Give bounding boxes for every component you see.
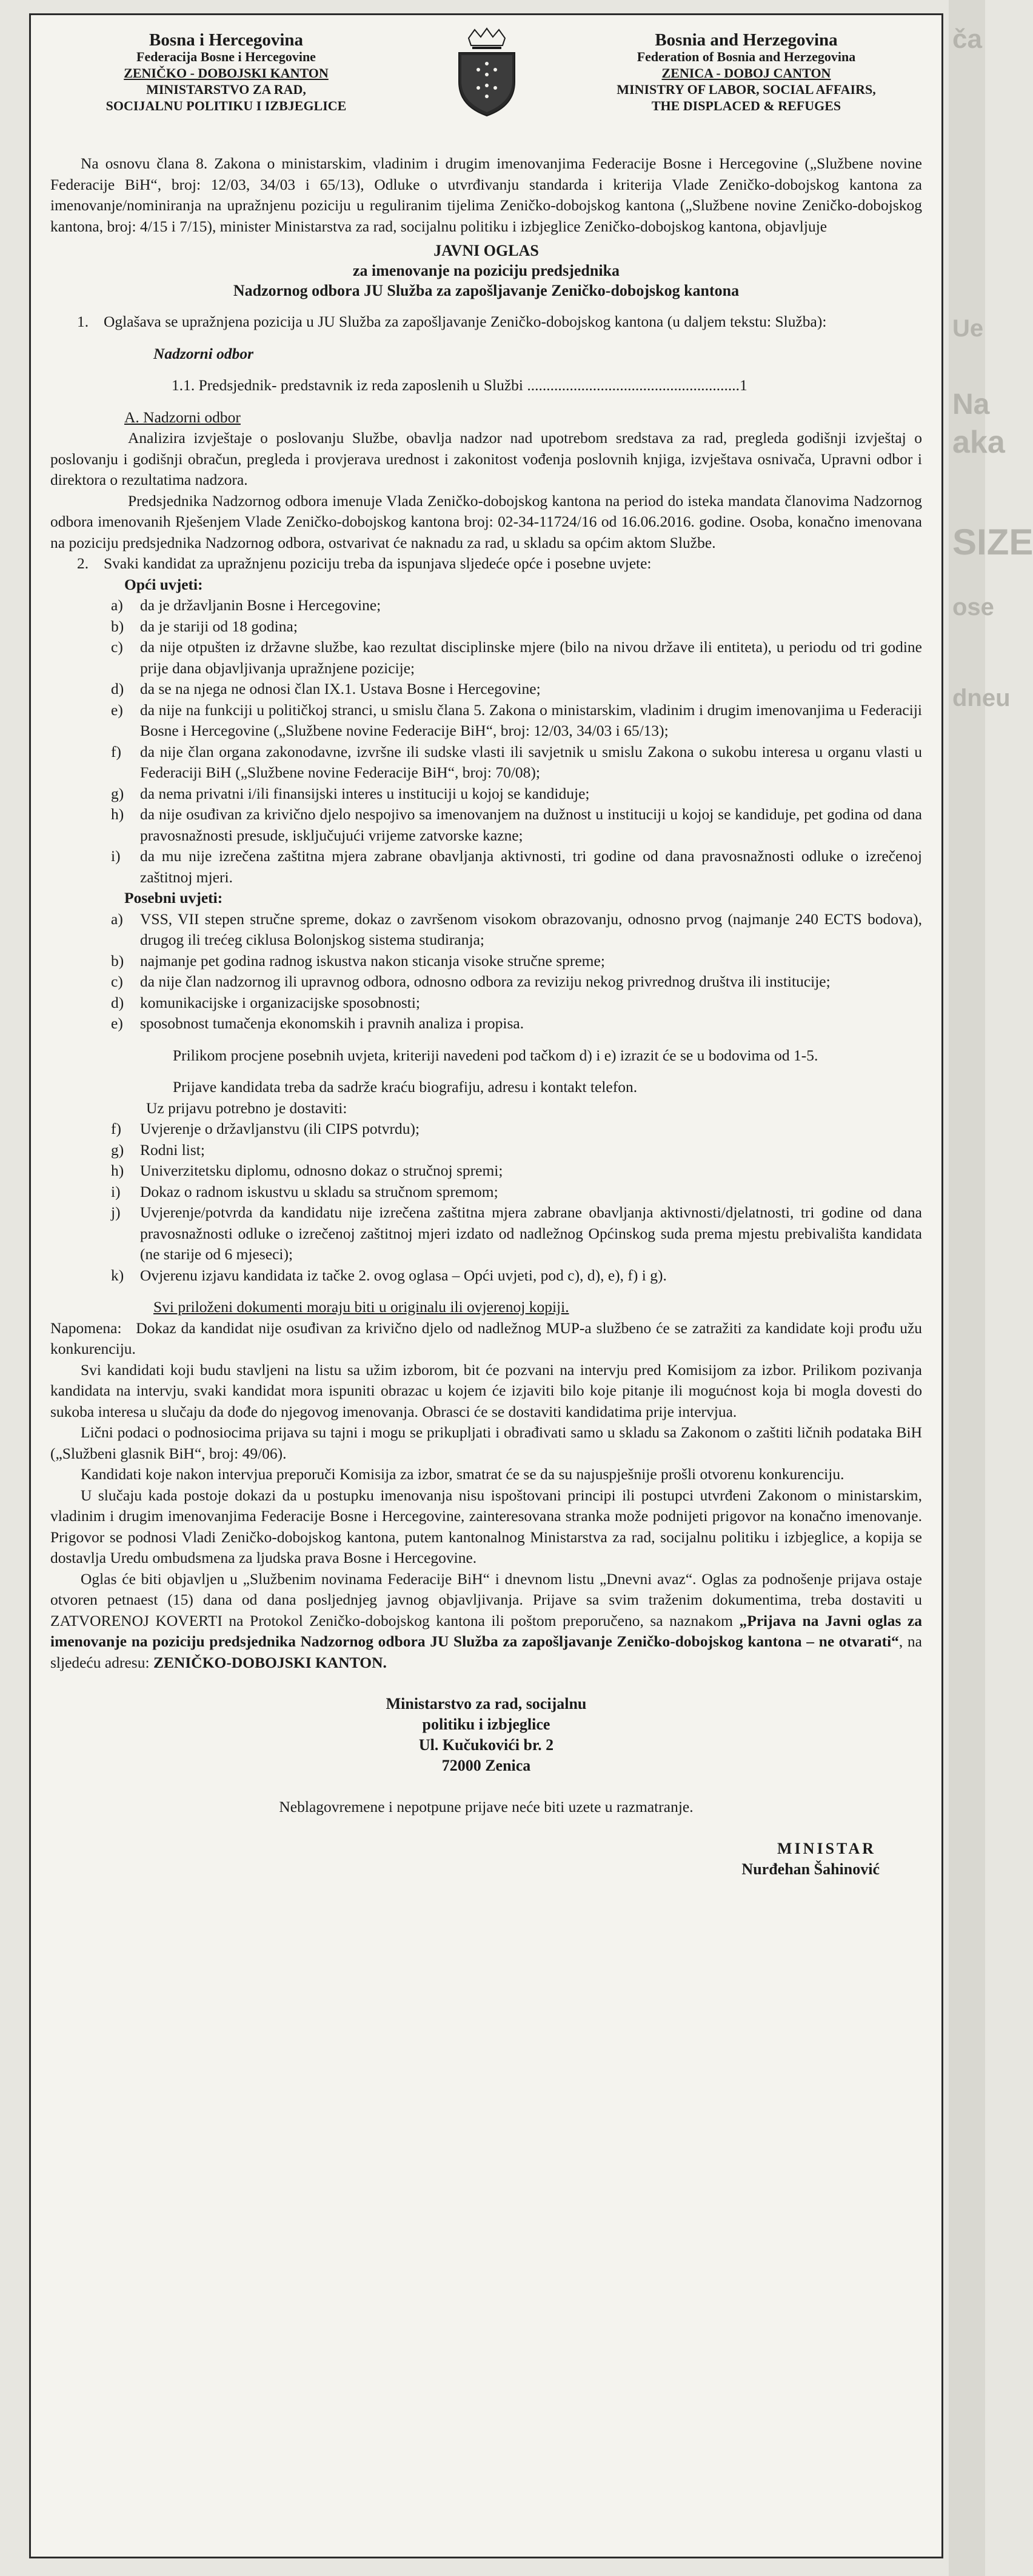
- list-item-text: Uvjerenje/potvrda da kandidatu nije izrečena zaštitna mjera zabrane obavljanja aktivnosti/djelatnosti, tri godine od dana pravosnažnosti odluke o izrečenoj zaštitnoj mjeri izdato od nadležnog Općinskog suda prema mjestu prebivališta kandidata (ne starije od 6 mjeseci);: [140, 1203, 922, 1263]
- ministry-name-en-2: THE DISPLACED & REFUGES: [651, 98, 841, 113]
- interview-paragraph: Svi kandidati koji budu stavljeni na listu sa užim izborom, bit će pozvani na intervju pred Komisijom za izbor. Prilikom pozivanja kandidata na intervju, svaki kandidat mora ispuniti obrazac u kojem će izjaviti bilo koje pitanje ili mogućnost koja bi mogla dovesti do sukoba interesa u slučaju da dođe do njegovog imenovanja. Obrasci će se dostaviti kandidatima prije intervjua.: [50, 1360, 922, 1420]
- bg-fragment: ose: [952, 594, 994, 621]
- napomena: [50, 1318, 922, 1360]
- bg-fragment: ča: [952, 24, 982, 54]
- list-item-text: da nije član organa zakonodavne, izvršne ili sudske vlasti ili savjetnik u smislu Zakona o sukobu interesa u organu vlasti u Federaciji BiH („Službene novine Federacije BiH“, broj: 70/08);: [140, 742, 922, 781]
- item-text: Svaki kandidat za upražnjenu poziciju treba da ispunjava sljedeće opće i posebne uvjete:: [104, 554, 652, 572]
- list-item: [50, 951, 922, 972]
- application-content-note: Prijave kandidata treba da sadrže kraću biografiju, adresu i kontakt telefon.: [173, 1078, 638, 1096]
- recommended-candidates-paragraph: Kandidati koje nakon intervjua preporuči Komisija za izbor, smatrat će se da su najuspješnije prošli otvorenu konkurenciju.: [81, 1465, 844, 1483]
- signature-role: MINISTAR: [777, 1839, 876, 1857]
- list-item-text: Dokaz o radnom iskustvu u skladu sa stručnom spremom;: [140, 1182, 498, 1200]
- section-heading: Nadzorni odbor: [153, 344, 254, 362]
- list-item-label: e): [111, 701, 123, 719]
- list-item-text: da nije osuđivan za krivično djelo nespojivo sa imenovanjem na dužnost u instituciji u kojoj se kandiduje, pet godina od dana pravosnažnosti presude, isključujući vrijeme zatvorske kazne;: [140, 805, 922, 844]
- signature-name: Nurđehan Šahinović: [741, 1860, 880, 1878]
- notice-subtitle: za imenovanje na poziciju predsjednika: [352, 262, 620, 279]
- letterhead-right: [577, 32, 916, 114]
- list-item-label: g): [111, 1140, 124, 1159]
- list-item: [50, 971, 922, 993]
- list-item: [50, 679, 922, 700]
- list-item-label: h): [111, 805, 124, 823]
- notice-subtitle-2: Nadzornog odbora JU Služba za zapošljavanje Zeničko-dobojskog kantona: [233, 282, 740, 299]
- canton-name-en: ZENICA - DOBOJ CANTON: [661, 65, 831, 81]
- ministry-name-2: SOCIJALNU POLITIKU I IZBJEGLICE: [105, 98, 347, 113]
- napomena-label: Napomena:: [50, 1319, 122, 1337]
- notice-title: JAVNI OGLAS: [433, 242, 539, 259]
- country-name: Bosna i Hercegovina: [149, 30, 304, 50]
- list-item-label: c): [111, 638, 123, 656]
- list-item-text: da je stariji od 18 godina;: [140, 617, 298, 635]
- item-number: 1.: [77, 313, 89, 330]
- list-item: [50, 784, 922, 805]
- list-item: [50, 637, 922, 679]
- list-item-text: da mu nije izrečena zaštitna mjera zabrane obavljanja aktivnosti, tri godine od dana pravosnažnosti odluke o izrečenoj zaštitnoj mjeri.: [140, 847, 922, 886]
- intro-paragraph: Na osnovu člana 8. Zakona o ministarskim, vladinim i drugim imenovanjima Federacije Bosne i Hercegovine („Službene novine Federacije BiH“, broj: 12/03, 34/03 i 65/13), Odluke o utvrđivanju standarda i kriterija Vlade Zeničko-dobojskog kantona za imenovanje/nominiranja na upražnjenu poziciju u reguliranim tijelima Zeničko-dobojskog kantona („Službene novine Zeničko-dobojskog kantona, broj: 4/15 i 7/15), minister Ministarstva za rad, socijalnu politiku i izbjeglice Zeničko-dobojskog kantona, objavljuje: [50, 155, 922, 235]
- list-item: [50, 846, 922, 888]
- list-item-text: da se na njega ne odnosi član IX.1. Ustava Bosne i Hercegovine;: [140, 680, 541, 697]
- list-item-text: sposobnost tumačenja ekonomskih i pravnih analiza i propisa.: [140, 1014, 524, 1032]
- bg-fragment: Na: [952, 388, 990, 421]
- list-item: [50, 909, 922, 951]
- original-documents-note: Svi priloženi dokumenti moraju biti u originalu ili ovjerenoj kopiji.: [153, 1298, 569, 1316]
- special-conditions-list: [50, 909, 922, 1034]
- list-item-label: j): [111, 1203, 121, 1221]
- list-item-label: g): [111, 784, 124, 802]
- bg-fragment: Ue: [952, 315, 984, 342]
- special-conditions-note: Prilikom procjene posebnih uvjeta, kriteriji navedeni pod tačkom d) i e) izrazit će se u bodovima od 1-5.: [173, 1046, 818, 1064]
- item-1: [50, 311, 922, 333]
- ministry-name-en: MINISTRY OF LABOR, SOCIAL AFFAIRS,: [617, 82, 876, 97]
- special-conditions-heading: Posebni uvjeti:: [124, 889, 223, 907]
- list-item-label: a): [111, 910, 123, 928]
- appeal-paragraph: U slučaju kada postoje dokazi da u postupku imenovanja nisu ispoštovani principi ili postupci utvrđeni Zakonom o ministarskim, vladinim i drugim imenovanjima Federacije Bosne i Hercegovine, zainteresovana stranka može podnijeti prigovor na konačno imenovanje. Prigovor se podnosi Vladi Zeničko-dobojskog kantona, putem kantonalnog Ministarstva za rad, socijalnu politiku i izbjeglice, a kopija se dostavlja Uredu ombudsmena za ljudska prava Bosne i Hercegovine.: [50, 1486, 922, 1566]
- list-item: [50, 993, 922, 1014]
- background-newspaper-strip: [949, 0, 1033, 2576]
- list-item-text: Univerzitetsku diplomu, odnosno dokaz o stručnoj spremi;: [140, 1162, 503, 1179]
- entity-name-en: Federation of Bosnia and Herzegovina: [637, 49, 856, 64]
- napomena-text: Dokaz da kandidat nije osuđivan za krivično djelo od nadležnog MUP-a službeno će se zatražiti za kandidate koji prođu užu konkurenciju.: [50, 1319, 923, 1357]
- publisher-block: [50, 1694, 922, 1776]
- list-item-label: d): [111, 993, 124, 1011]
- ministry-name: MINISTARSTVO ZA RAD,: [146, 82, 306, 97]
- list-item-label: d): [111, 680, 124, 697]
- list-item-text: da nije otpušten iz državne službe, kao rezultat disciplinske mjere (bilo na nivou države ili entiteta), u periodu od tri godine prije dana objavljivanja upražnjene pozicije;: [140, 638, 922, 677]
- list-item-text: Ovjerenu izjavu kandidata iz tačke 2. ovog oglasa – Opći uvjeti, pod c), d), e), f) i g).: [140, 1266, 667, 1284]
- list-item-label: i): [111, 847, 121, 865]
- list-item: [50, 742, 922, 784]
- list-item: [50, 1202, 922, 1265]
- section-a-heading: A. Nadzorni odbor: [124, 408, 241, 426]
- documents-heading: Uz prijavu potrebno je dostaviti:: [146, 1099, 347, 1117]
- list-item-text: da nije član nadzornog ili upravnog odbora, odnosno odbora za reviziju nekog privrednog društva ili institucije;: [140, 973, 831, 990]
- canton-name: ZENIČKO - DOBOJSKI KANTON: [124, 65, 329, 81]
- submission-address: ZENIČKO-DOBOJSKI KANTON.: [153, 1653, 387, 1671]
- item-number: 2.: [77, 554, 89, 572]
- list-item-label: f): [111, 742, 121, 760]
- list-item-text: komunikacijske i organizacijske sposobnosti;: [140, 993, 421, 1011]
- personal-data-paragraph: Lični podaci o podnosiocima prijava su tajni i mogu se prikupljati i obrađivati samo u skladu sa Zakonom o zaštiti ličnih podataka BiH („Službeni glasnik BiH“, broj: 49/06).: [50, 1423, 922, 1462]
- list-item: [50, 700, 922, 742]
- letterhead-left: [56, 32, 396, 114]
- publisher-line: Ministarstvo za rad, socijalnu: [386, 1695, 587, 1712]
- bg-fragment: dneu: [952, 685, 1011, 711]
- public-notice: [29, 13, 943, 2558]
- list-item: [50, 1013, 922, 1034]
- list-item-label: e): [111, 1014, 123, 1032]
- list-item-text: da je državljanin Bosne i Hercegovine;: [140, 596, 381, 614]
- list-item: [50, 1160, 922, 1182]
- envelope-label: „Prijava na Javni oglas za imenovanje na poziciju predsjednika Nadzornog odbora JU Služba za zapošljavanje Zeničko-dobojskog kantona – ne otvarati“: [50, 1611, 923, 1650]
- entity-name: Federacija Bosne i Hercegovine: [136, 49, 316, 64]
- list-item: [50, 1119, 922, 1140]
- list-item-text: Rodni list;: [140, 1140, 205, 1159]
- list-item-label: b): [111, 617, 124, 635]
- item-2: [50, 553, 922, 574]
- list-item-label: f): [111, 1120, 121, 1137]
- list-item-text: najmanje pet godina radnog iskustva nakon sticanja visoke stručne spreme;: [140, 951, 605, 970]
- list-item: [50, 595, 922, 616]
- position-line: 1.1. Predsjednik- predstavnik iz reda zaposlenih u Službi .......................................................1: [172, 376, 747, 394]
- bg-fragment: aka: [952, 425, 1005, 460]
- general-conditions-heading: Opći uvjeti:: [124, 575, 203, 593]
- publisher-line: politiku i izbjeglice: [422, 1716, 550, 1733]
- publication-text: Oglas će biti objavljen u „Službenim novinama Federacije BiH“ i dnevnom listu „Dnevni avaz“. Oglas za podnošenje prijava ostaje otvoren petnaest (15) dana od dana posljednjeg javnog objavljivanja. Prijave sa svim traženim dokumentima, treba dostaviti u ZATVORENOJ KOVERTI na Protokol Zeničko-dobojskog kantona ili poštom preporučeno, sa naznakom: [50, 1569, 922, 1629]
- list-item-label: c): [111, 973, 123, 990]
- list-item-label: b): [111, 951, 124, 970]
- list-item-label: i): [111, 1182, 121, 1200]
- list-item: [50, 1265, 922, 1286]
- signature-block: [50, 1839, 922, 1880]
- letterhead: [50, 32, 922, 153]
- country-name-en: Bosnia and Herzegovina: [655, 30, 838, 50]
- general-conditions-list: [50, 595, 922, 888]
- list-item: [50, 804, 922, 846]
- coat-of-arms-icon: [450, 27, 523, 118]
- closing-note: Neblagovremene i nepotpune prijave neće biti uzete u razmatranje.: [279, 1798, 694, 1816]
- bg-fragment: SIZE: [952, 522, 1033, 562]
- list-item-label: k): [111, 1266, 124, 1284]
- list-item-text: da nema privatni i/ili finansijski interes u instituciji u kojoj se kandiduje;: [140, 784, 590, 802]
- section-a-paragraph-2: Predsjednika Nadzornog odbora imenuje Vlada Zeničko-dobojskog kantona na period do isteka mandata članovima Nadzornog odbora imenovanih Rješenjem Vlade Zeničko-dobojskog kantona broj: 02-34-11724/16 od 16.06.2016. godine. Osoba, konačno imenovana na poziciju predsjednika Nadzornog odbora, ostvarivat će naknadu za rad, u skladu sa općim aktom Službe.: [50, 491, 922, 551]
- publisher-city: 72000 Zenica: [441, 1757, 531, 1774]
- list-item-text: VSS, VII stepen stručne spreme, dokaz o završenom visokom obrazovanju, odnosno prvog (najmanje 240 ECTS bodova), drugog ili trećeg ciklusa Bolonjskog sistema studiranja;: [140, 910, 922, 948]
- section-a-paragraph: Analizira izvještaje o poslovanju Službe, obavlja nadzor nad upotrebom sredstava za rad, pregleda godišnji izvještaj o poslovanju i godišnji obračun, pregleda i provjerava urednost i zakonitost vođenja poslovnih knjiga, izvještava osnivača, Upravni odbor i direktora o rezultatima nadzora.: [50, 429, 922, 488]
- list-item: [50, 1140, 922, 1161]
- list-item-text: da nije na funkciji u političkoj stranci, u smislu člana 5. Zakona o ministarskim, vladinim i drugim imenovanjima u Federaciji Bosne i Hercegovine („Službene novine Federacije BiH“, broj: 12/03, 34/03 i 65/13);: [140, 701, 922, 739]
- list-item-text: Uvjerenje o državljanstvu (ili CIPS potvrdu);: [140, 1120, 420, 1137]
- publication-paragraph: [50, 1569, 922, 1674]
- list-item: [50, 616, 922, 637]
- item-text: Oglašava se upražnjena pozicija u JU Služba za zapošljavanje Zeničko-dobojskog kantona (u daljem tekstu: Služba):: [104, 313, 827, 330]
- list-item-label: h): [111, 1162, 124, 1179]
- documents-list: [50, 1119, 922, 1286]
- publisher-address: Ul. Kučukovići br. 2: [418, 1736, 554, 1754]
- list-item: [50, 1182, 922, 1203]
- list-item-label: a): [111, 596, 123, 614]
- publication-text-2: , na sljedeću adresu:: [50, 1632, 922, 1671]
